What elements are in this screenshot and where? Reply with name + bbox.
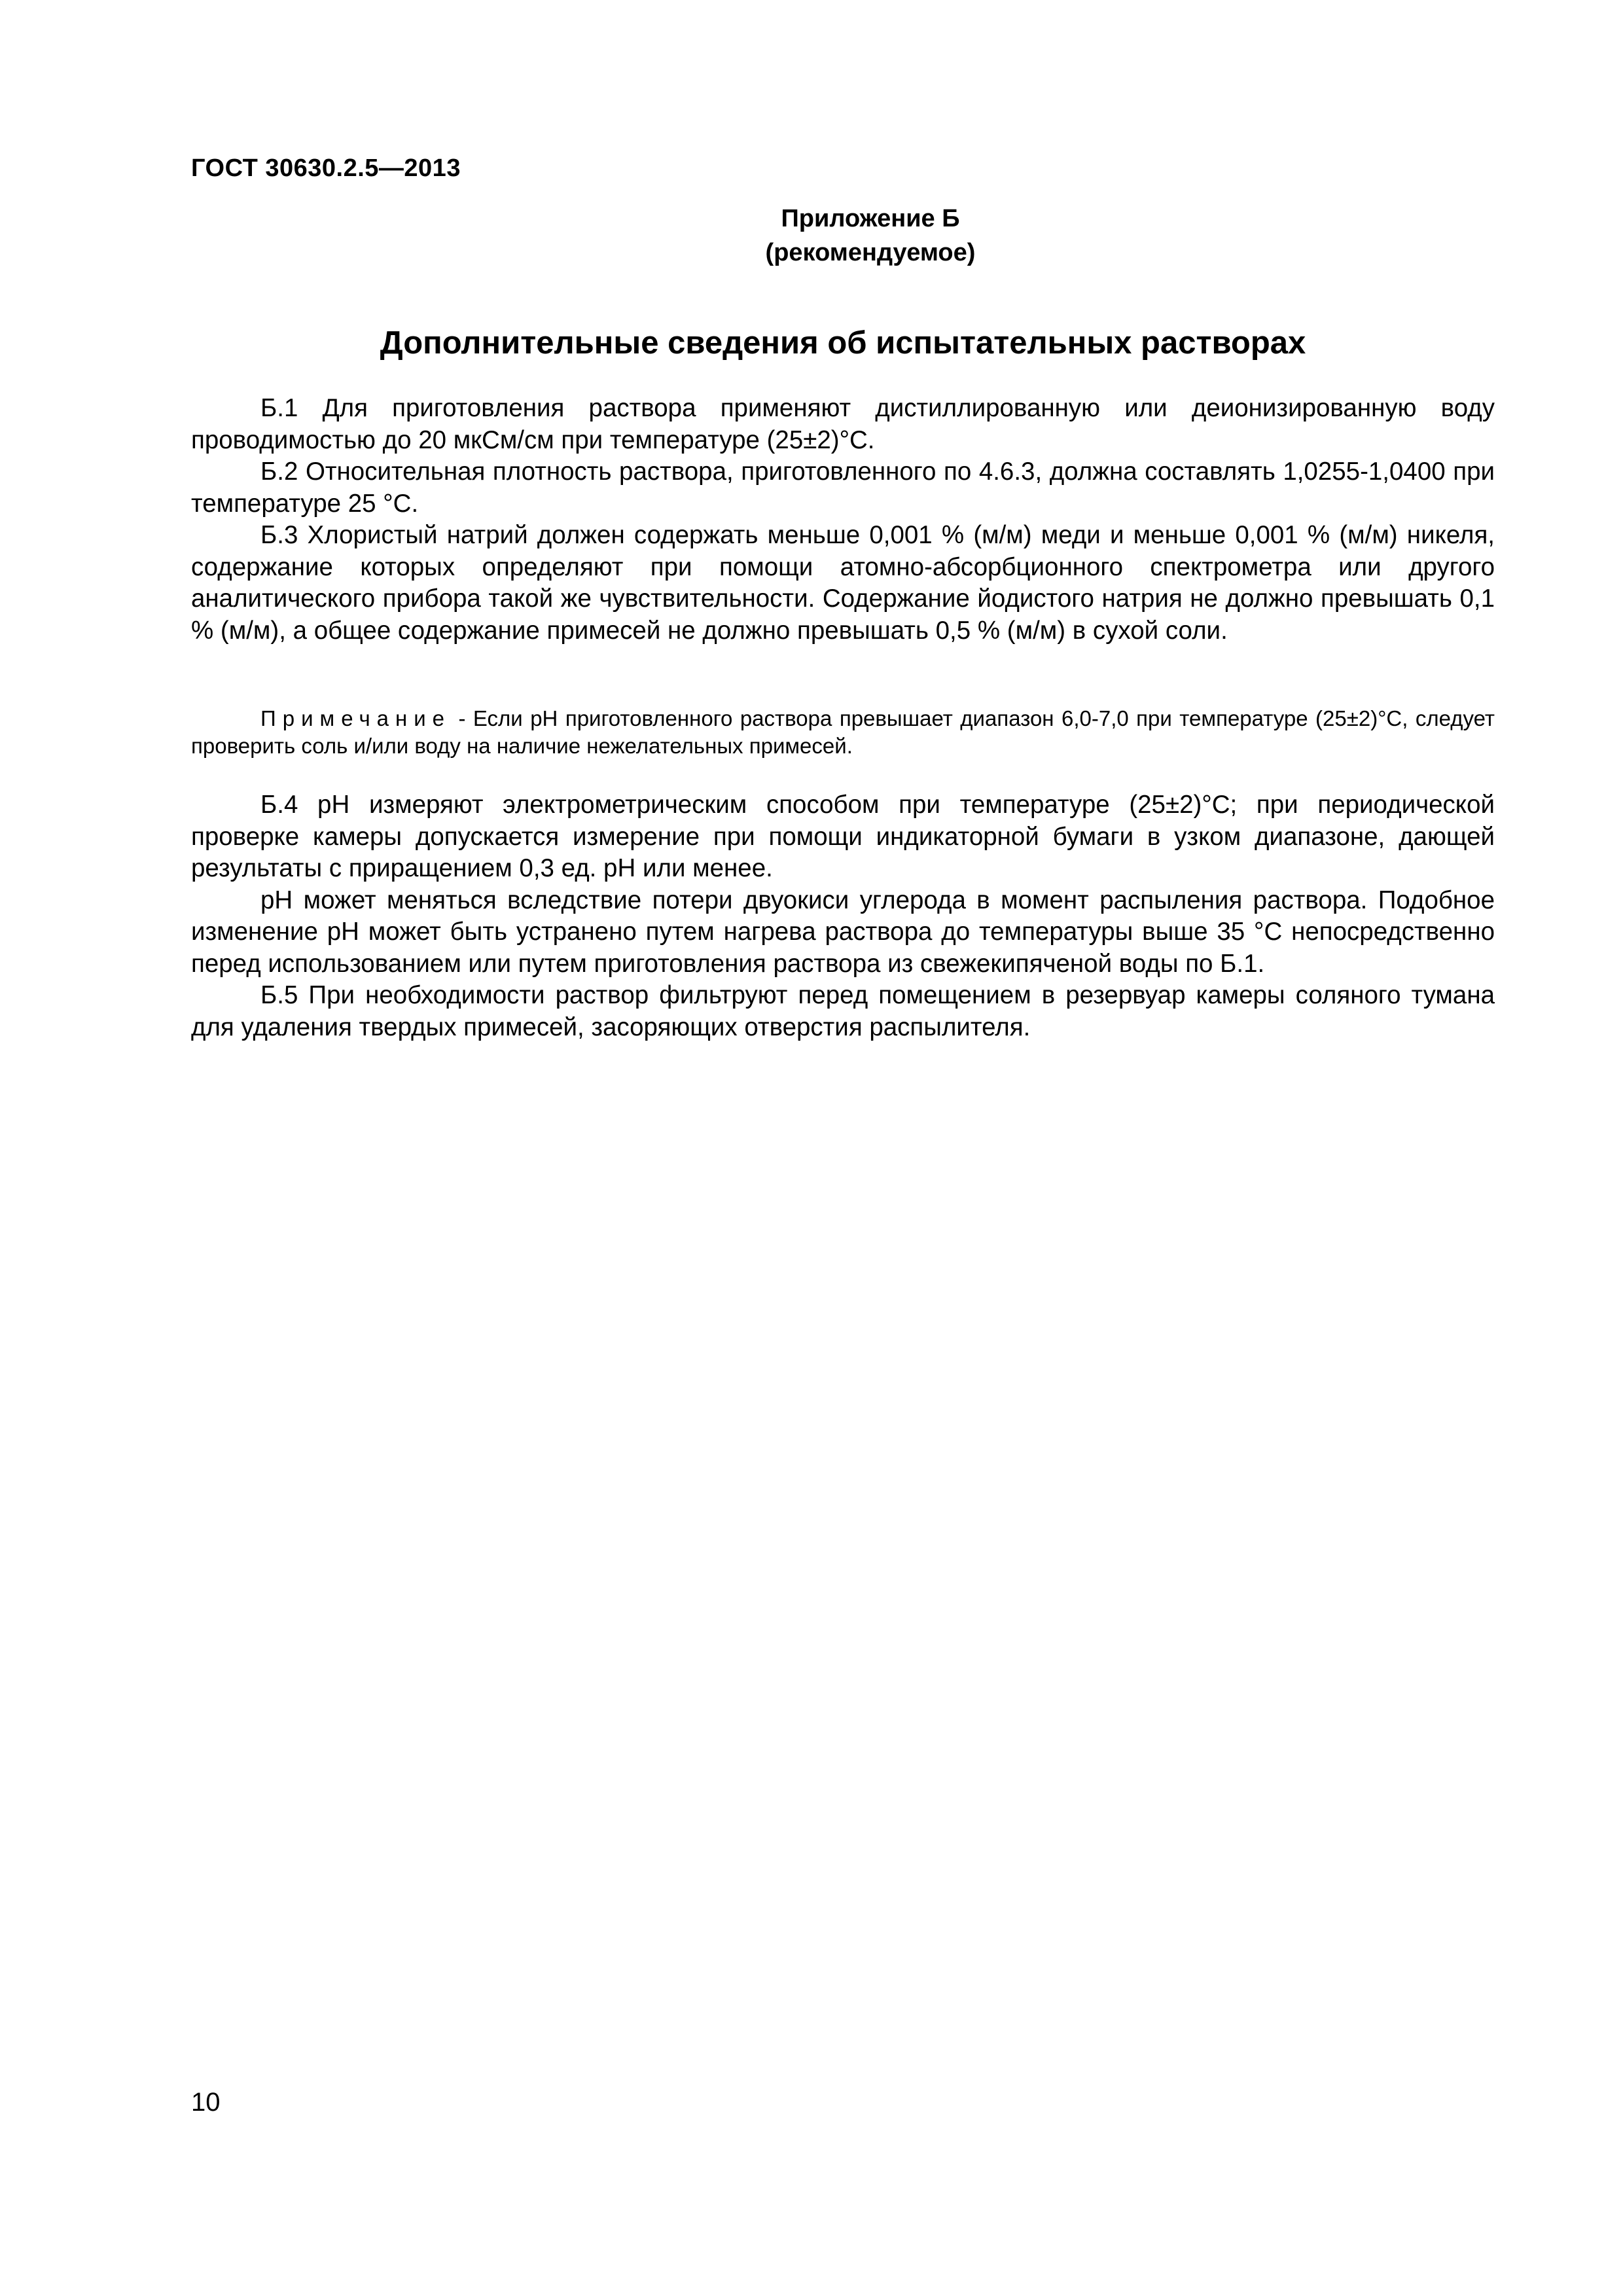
paragraph-b1: Б.1 Для приготовления раствора применяют дистиллированную или деионизированную воду проводимостью до 20 мкСм/см при температуре (25±2)°С. <box>191 394 1495 454</box>
appendix-heading <box>707 202 1034 270</box>
paragraph-b2: Б.2 Относительная плотность раствора, приготовленного по 4.6.3, должна составлять 1,0255-1,0400 при температуре 25 °С. <box>191 457 1495 518</box>
paragraph-b3: Б.3 Хлористый натрий должен содержать меньше 0,001 % (м/м) меди и меньше 0,001 % (м/м) никеля, содержание которых определяют при помощи атомно-абсорбционного спектрометра или другого аналитического прибора такой же чувствительности. Содержание йодистого натрия не должно превышать 0,1 % (м/м), а общее содержание примесей не должно превышать 0,5 % (м/м) в сухой соли. <box>191 521 1495 645</box>
appendix-label: Приложение Б <box>781 205 960 232</box>
paragraph-b4: Б.4 рН измеряют электрометрическим способом при температуре (25±2)°С; при периодической проверке камеры допускается измерение при помощи индикаторной бумаги в узком диапазоне, дающей результаты с приращением 0,3 ед. рН или менее. <box>191 791 1495 882</box>
page-title: Дополнительные сведения об испытательных растворах <box>380 325 1306 361</box>
page-number: 10 <box>191 2088 221 2117</box>
appendix-status: (рекомендуемое) <box>765 239 976 266</box>
paragraph-b5: Б.5 При необходимости раствор фильтруют перед помещением в резервуар камеры соляного тумана для удаления твердых примесей, засоряющих отверстия распылителя. <box>191 981 1495 1041</box>
note-label: Примечание <box>260 706 452 730</box>
body-section-2 <box>191 789 1495 1043</box>
body-section-1 <box>191 393 1495 647</box>
note-paragraph <box>191 705 1495 760</box>
note-text: - Если рН приготовленного раствора превышает диапазон 6,0-7,0 при температуре (25±2)°С, следует проверить соль и/или воду на наличие нежелательных примесей. <box>191 706 1495 758</box>
document-code: ГОСТ 30630.2.5—2013 <box>191 154 461 182</box>
paragraph-ph-change: рН может меняться вследствие потери двуокиси углерода в момент распыления раствора. Подобное изменение рН может быть устранено путем нагрева раствора до температуры выше 35 °С непосредственно перед использованием или путем приготовления раствора из свежекипяченой воды по Б.1. <box>191 886 1495 978</box>
note-block <box>191 705 1495 760</box>
